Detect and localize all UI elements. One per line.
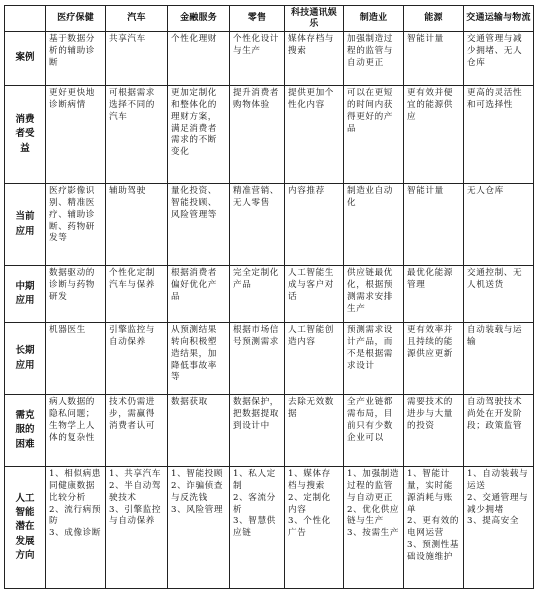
- table-cell: 无人仓库: [464, 184, 534, 266]
- table-cell: 需要技术的进步与大量的投资: [404, 395, 464, 467]
- table-cell: 辅助驾驶: [106, 184, 168, 266]
- column-header-automotive: 汽车: [106, 6, 168, 32]
- table-cell: 人工智能创造内容: [285, 323, 344, 395]
- table-cell: 最优化能源管理: [404, 266, 464, 323]
- table-cell: 共享汽车: [106, 32, 168, 86]
- row-header: 中期应用: [5, 266, 46, 323]
- corner-cell: [5, 6, 46, 32]
- table-cell: 个性化理财: [168, 32, 230, 86]
- table-cell: 个性化设计与生产: [230, 32, 285, 86]
- table-cell: 智能计量: [404, 32, 464, 86]
- ai-industry-comparison-table: [4, 5, 534, 589]
- table-cell: 1、共享汽车 2、半自动驾驶技术 3、引擎监控与自动保养: [106, 467, 168, 589]
- table-row: [5, 467, 534, 589]
- table-cell: 可以在更短的时间内获得更好的产品: [344, 86, 404, 184]
- table-row: [5, 395, 534, 467]
- table-row: [5, 86, 534, 184]
- column-header-financial-services: 金融服务: [168, 6, 230, 32]
- column-header-retail: 零售: [230, 6, 285, 32]
- table-cell: 数据驱动的诊断与药物研发: [46, 266, 106, 323]
- column-header-healthcare: 医疗保健: [46, 6, 106, 32]
- table-cell: 1、相似病患同健康数据比较分析 2、流行病预防 3、成像诊断: [46, 467, 106, 589]
- header-row: [5, 6, 534, 32]
- row-header: 人工智能潜在发展方向: [5, 467, 46, 589]
- table-cell: 制造业自动化: [344, 184, 404, 266]
- table-cell: 1、媒体存档与搜索 2、定制化内容 3、个性化广告: [285, 467, 344, 589]
- row-header: 长期应用: [5, 323, 46, 395]
- table-cell: 1、智能投顾 2、诈骗侦查与反洗钱 3、风险管理: [168, 467, 230, 589]
- table-cell: 内容推荐: [285, 184, 344, 266]
- table-cell: 量化投资、智能投顾、风险管理等: [168, 184, 230, 266]
- table-cell: 完全定制化产品: [230, 266, 285, 323]
- table-cell: 从预测结果转向积极塑造结果，加降低事故率等: [168, 323, 230, 395]
- table-cell: 加强制造过程的监管与自动更正: [344, 32, 404, 86]
- table-body: [5, 32, 534, 589]
- table-cell: 更有效率并且持续的能源供应更新: [404, 323, 464, 395]
- table-cell: 根据市场信号预测需求: [230, 323, 285, 395]
- table-cell: 机器医生: [46, 323, 106, 395]
- row-header: 案例: [5, 32, 46, 86]
- table-cell: 数据获取: [168, 395, 230, 467]
- table-cell: 病人数据的隐私问题；生物学上人体的复杂性: [46, 395, 106, 467]
- table-cell: 引擎监控与自动保养: [106, 323, 168, 395]
- table-cell: 供应链最优化，根据预测需求安排生产: [344, 266, 404, 323]
- row-header: 当前应用: [5, 184, 46, 266]
- table-cell: 更高的灵活性和可选择性: [464, 86, 534, 184]
- table-cell: 技术仍需进步，需赢得消费者认可: [106, 395, 168, 467]
- table-row: [5, 323, 534, 395]
- table-cell: 提供更加个性化内容: [285, 86, 344, 184]
- table-cell: 可根据需求选择不同的汽车: [106, 86, 168, 184]
- table-cell: 更有效并便宜的能源供应: [404, 86, 464, 184]
- table-cell: 全产业链都需布局，目前只有少数企业可以: [344, 395, 404, 467]
- table-cell: 1、加强制造过程的监管与自动更正 2、优化供应链与生产 3、按需生产: [344, 467, 404, 589]
- table-cell: 自动驾驶技术尚处在开发阶段；政策监管: [464, 395, 534, 467]
- table-cell: 人工智能生成与客户对话: [285, 266, 344, 323]
- table-cell: 基于数据分析的辅助诊断: [46, 32, 106, 86]
- table-row: [5, 184, 534, 266]
- table-cell: 提升消费者购物体验: [230, 86, 285, 184]
- table-cell: 预测需求设计产品，而不是根据需求设计: [344, 323, 404, 395]
- table-cell: 智能计量: [404, 184, 464, 266]
- column-header-manufacturing: 制造业: [344, 6, 404, 32]
- table-cell: 交通控制、无人机送货: [464, 266, 534, 323]
- table-cell: 1、自动装载与运送 2、交通管理与减少拥堵 3、提高安全: [464, 467, 534, 589]
- row-header: 需克服的困难: [5, 395, 46, 467]
- table-cell: 1、私人定制 2、客流分析 3、智慧供应链: [230, 467, 285, 589]
- table-cell: 更好更快地诊断病情: [46, 86, 106, 184]
- table-cell: 交通管理与减少拥堵、无人仓库: [464, 32, 534, 86]
- table-cell: 精准营销、无人零售: [230, 184, 285, 266]
- table-cell: 自动装载与运输: [464, 323, 534, 395]
- table-cell: 去除无效数据: [285, 395, 344, 467]
- table-row: [5, 32, 534, 86]
- table-cell: 医疗影像识别、精准医疗、辅助诊断、药物研发等: [46, 184, 106, 266]
- table-cell: 个性化定制汽车与保养: [106, 266, 168, 323]
- table-cell: 根据消费者偏好优化产品: [168, 266, 230, 323]
- table-cell: 数据保护，把数据提取到设计中: [230, 395, 285, 467]
- row-header: 消费者受益: [5, 86, 46, 184]
- column-header-transport-logistics: 交通运输与物流: [464, 6, 534, 32]
- table-row: [5, 266, 534, 323]
- column-header-tech-telecom-entertainment: 科技通讯娱乐: [285, 6, 344, 32]
- table-cell: 1、智能计量，实时能源消耗与账单 2、更有效的电网运营 3、预测性基础设施维护: [404, 467, 464, 589]
- column-header-energy: 能源: [404, 6, 464, 32]
- table-cell: 更加定制化和整体化的理财方案，满足消费者需求的不断变化: [168, 86, 230, 184]
- table-cell: 媒体存档与搜索: [285, 32, 344, 86]
